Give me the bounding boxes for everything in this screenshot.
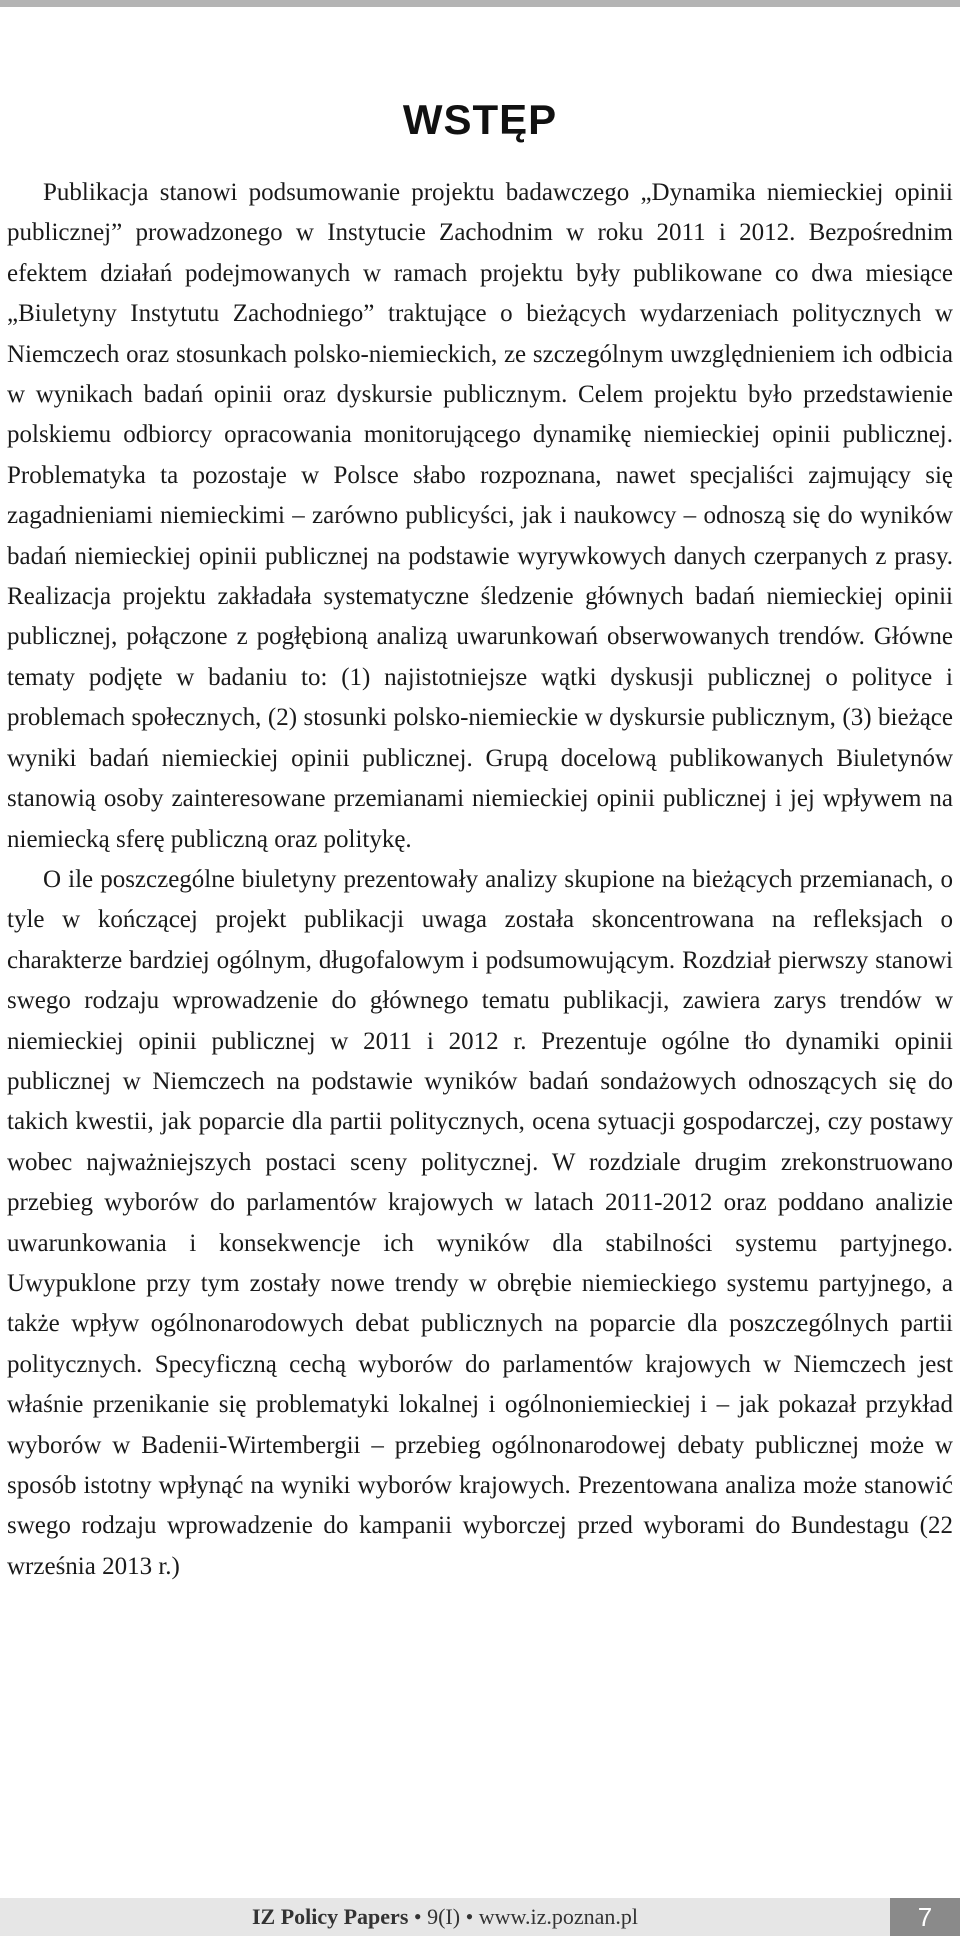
page-number: 7 — [890, 1898, 960, 1936]
footer-brand: IZ Policy Papers — [251, 1904, 409, 1929]
footer-url: www.iz.poznan.pl — [478, 1904, 639, 1929]
footer-text — [0, 1898, 890, 1936]
paragraph-2: O ile poszczególne biuletyny prezentowały analizy skupione na bieżących przemianach, o tyle w kończącej projekt publikacji uwaga została skoncentrowana na refleksjach o charakterze bardziej ogólnym, długofalowym i podsumowującym. Rozdział pierwszy stanowi swego rodzaju wprowadzenie do głównego tematu publikacji, zawiera zarys trendów w niemieckiej opinii publicznej w 2011 i 2012 r. Prezentuje ogólne tło dynamiki opinii publicznej w Niemczech na podstawie wyników badań sondażowych odnoszących się do takich kwestii, jak poparcie dla partii politycznych, ocena sytuacji gospodarczej, czy postawy wobec najważniejszych postaci sceny politycznej. W rozdziale drugim zrekonstruowano przebieg wyborów do parlamentów krajowych w latach 2011-2012 oraz poddano analizie uwarunkowania i konsekwencje ich wyników dla stabilności systemu partyjnego. Uwypuklone przy tym zostały nowe trendy w obrębie niemieckiego systemu partyjnego, a także wpływ ogólnonarodowych debat publicznych na poparcie dla poszczególnych partii politycznych. Specyficzną cechą wyborów do parlamentów krajowych w Niemczech jest właśnie przenikanie się problematyki lokalnej i ogólnoniemieckiej i – jak pokazał przykład wyborów w Badenii-Wirtembergii – przebieg ogólnonarodowej debaty publicznej może w sposób istotny wpłynąć na wyniki wyborów krajowych. Prezentowana analiza może stanowić swego rodzaju wprowadzenie do kampanii wyborczej przed wyborami do Bundestagu (22 września 2013 r.) — [7, 865, 960, 1580]
footer-separator: • — [408, 1904, 428, 1929]
paragraph-1: Publikacja stanowi podsumowanie projektu badawczego „Dynamika niemieckiej opinii publicznej” prowadzonego w Instytucie Zachodnim w roku 2011 i 2012. Bezpośrednim efektem działań podejmowanych w ramach projektu były publikowane co dwa miesiące „Biuletyny Instytutu Zachodniego” traktujące o bieżących wydarzeniach politycznych w Niemczech oraz stosunkach polsko-niemieckich, ze szczególnym uwzględnieniem ich odbicia w wynikach badań opinii oraz dyskursie publicznym. Celem projektu było przedstawienie polskiemu odbiorcy opracowania monitorującego dynamikę niemieckiej opinii publicznej. Problematyka ta pozostaje w Polsce słabo rozpoznana, nawet specjaliści zajmujący się zagadnieniami niemieckimi – zarówno publicyści, jak i naukowcy – odnoszą się do wyników badań niemieckiej opinii publicznej na podstawie wyrywkowych danych czerpanych z prasy. Realizacja projektu zakładała systematyczne śledzenie głównych badań niemieckiej opinii publicznej, połączone z pogłębioną analizą uwarunkowań obserwowanych trendów. Główne tematy podjęte w badaniu to: (1) najistotniejsze wątki dyskusji publicznej o polityce i problemach społecznych, (2) stosunki polsko-niemieckie w dyskursie publicznym, (3) bieżące wyniki badań niemieckiej opinii publicznej. Grupą docelową publikowanych Biuletynów stanowią osoby zainteresowane przemianami niemieckiej opinii publicznej i jej wpływem na niemiecką sferę publiczną oraz politykę. — [7, 179, 960, 853]
top-rule — [0, 0, 960, 7]
page-title: WSTĘP — [402, 96, 558, 143]
body-text — [7, 173, 960, 1587]
footer-issue: 9(I) — [427, 1904, 461, 1929]
page-footer — [0, 1898, 960, 1936]
footer-separator: • — [460, 1904, 479, 1929]
